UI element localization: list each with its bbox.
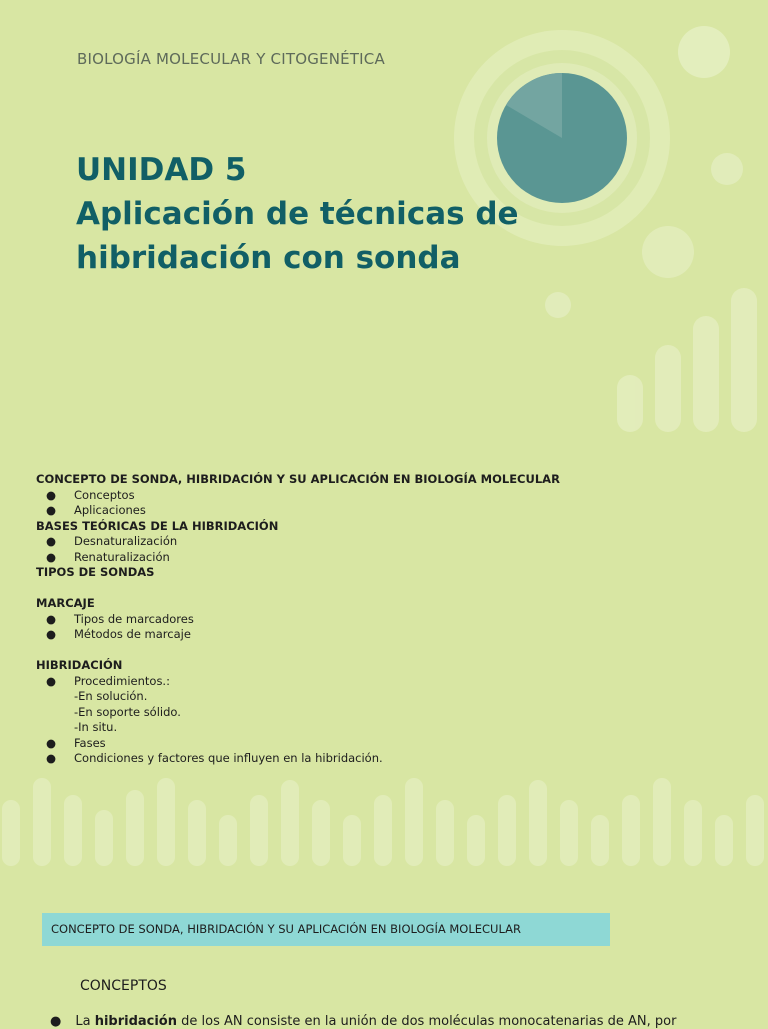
outline-item: ● Conceptos <box>46 487 135 502</box>
bullet-icon: ● <box>46 534 57 548</box>
outline-item: ● Condiciones y factores que influyen en la hibridación. <box>46 751 383 765</box>
bullet-icon: ● <box>46 549 57 564</box>
outline-sub-item: -En solución. <box>74 689 148 703</box>
outline-sub-item: -En soporte sólido. <box>74 704 181 719</box>
bullet-icon: ● <box>46 751 57 765</box>
title-line-2: hibridación con sonda <box>76 240 461 276</box>
outline-heading: CONCEPTO DE SONDA, HIBRIDACIÓN Y SU APLICACIÓN EN BIOLOGÍA MOLECULAR <box>36 472 560 486</box>
bullet-icon: ● <box>46 627 57 641</box>
paragraph: ● La hibridación de los AN consiste en la unión de dos moléculas monocatenarias de AN, por <box>50 1014 677 1029</box>
outline-heading: MARCAJE <box>36 596 95 610</box>
bullet-icon: ● <box>46 487 57 502</box>
bullet-icon: ● <box>46 503 57 517</box>
bullet-icon: ● <box>46 611 57 626</box>
outline-item: ● Métodos de marcaje <box>46 627 191 641</box>
outline-item: ● Aplicaciones <box>46 503 146 517</box>
subject-header: BIOLOGÍA MOLECULAR Y CITOGENÉTICA <box>77 50 385 68</box>
outline-item: ● Tipos de marcadores <box>46 611 194 626</box>
outline-heading: HIBRIDACIÓN <box>36 658 123 672</box>
section-heading: CONCEPTOS <box>80 978 167 994</box>
outline-heading: TIPOS DE SONDAS <box>36 565 155 579</box>
decor-bars-right <box>617 288 757 432</box>
course-outline <box>36 472 560 767</box>
decor-bubble <box>678 26 730 78</box>
unit-number: UNIDAD 5 <box>76 152 247 188</box>
outline-item: ● Desnaturalización <box>46 534 178 548</box>
bullet-icon: ● <box>46 735 57 750</box>
title-line-1: Aplicación de técnicas de <box>76 196 519 232</box>
decor-bubble <box>642 226 694 278</box>
decor-bars-bottom <box>2 778 764 866</box>
outline-sub-item: -In situ. <box>74 720 118 734</box>
outline-heading: BASES TEÓRICAS DE LA HIBRIDACIÓN <box>36 518 279 533</box>
decor-bubble <box>711 153 743 185</box>
decor-bubble <box>545 292 571 318</box>
outline-item: ● Procedimientos.: <box>46 673 170 688</box>
bullet-icon: ● <box>50 1014 62 1029</box>
bullet-icon: ● <box>46 673 57 688</box>
outline-item: ● Renaturalización <box>46 549 170 564</box>
section-banner: CONCEPTO DE SONDA, HIBRIDACIÓN Y SU APLICACIÓN EN BIOLOGÍA MOLECULAR <box>42 913 610 946</box>
outline-item: ● Fases <box>46 735 106 750</box>
page-title <box>76 148 519 280</box>
bold-term: hibridación <box>94 1014 177 1029</box>
